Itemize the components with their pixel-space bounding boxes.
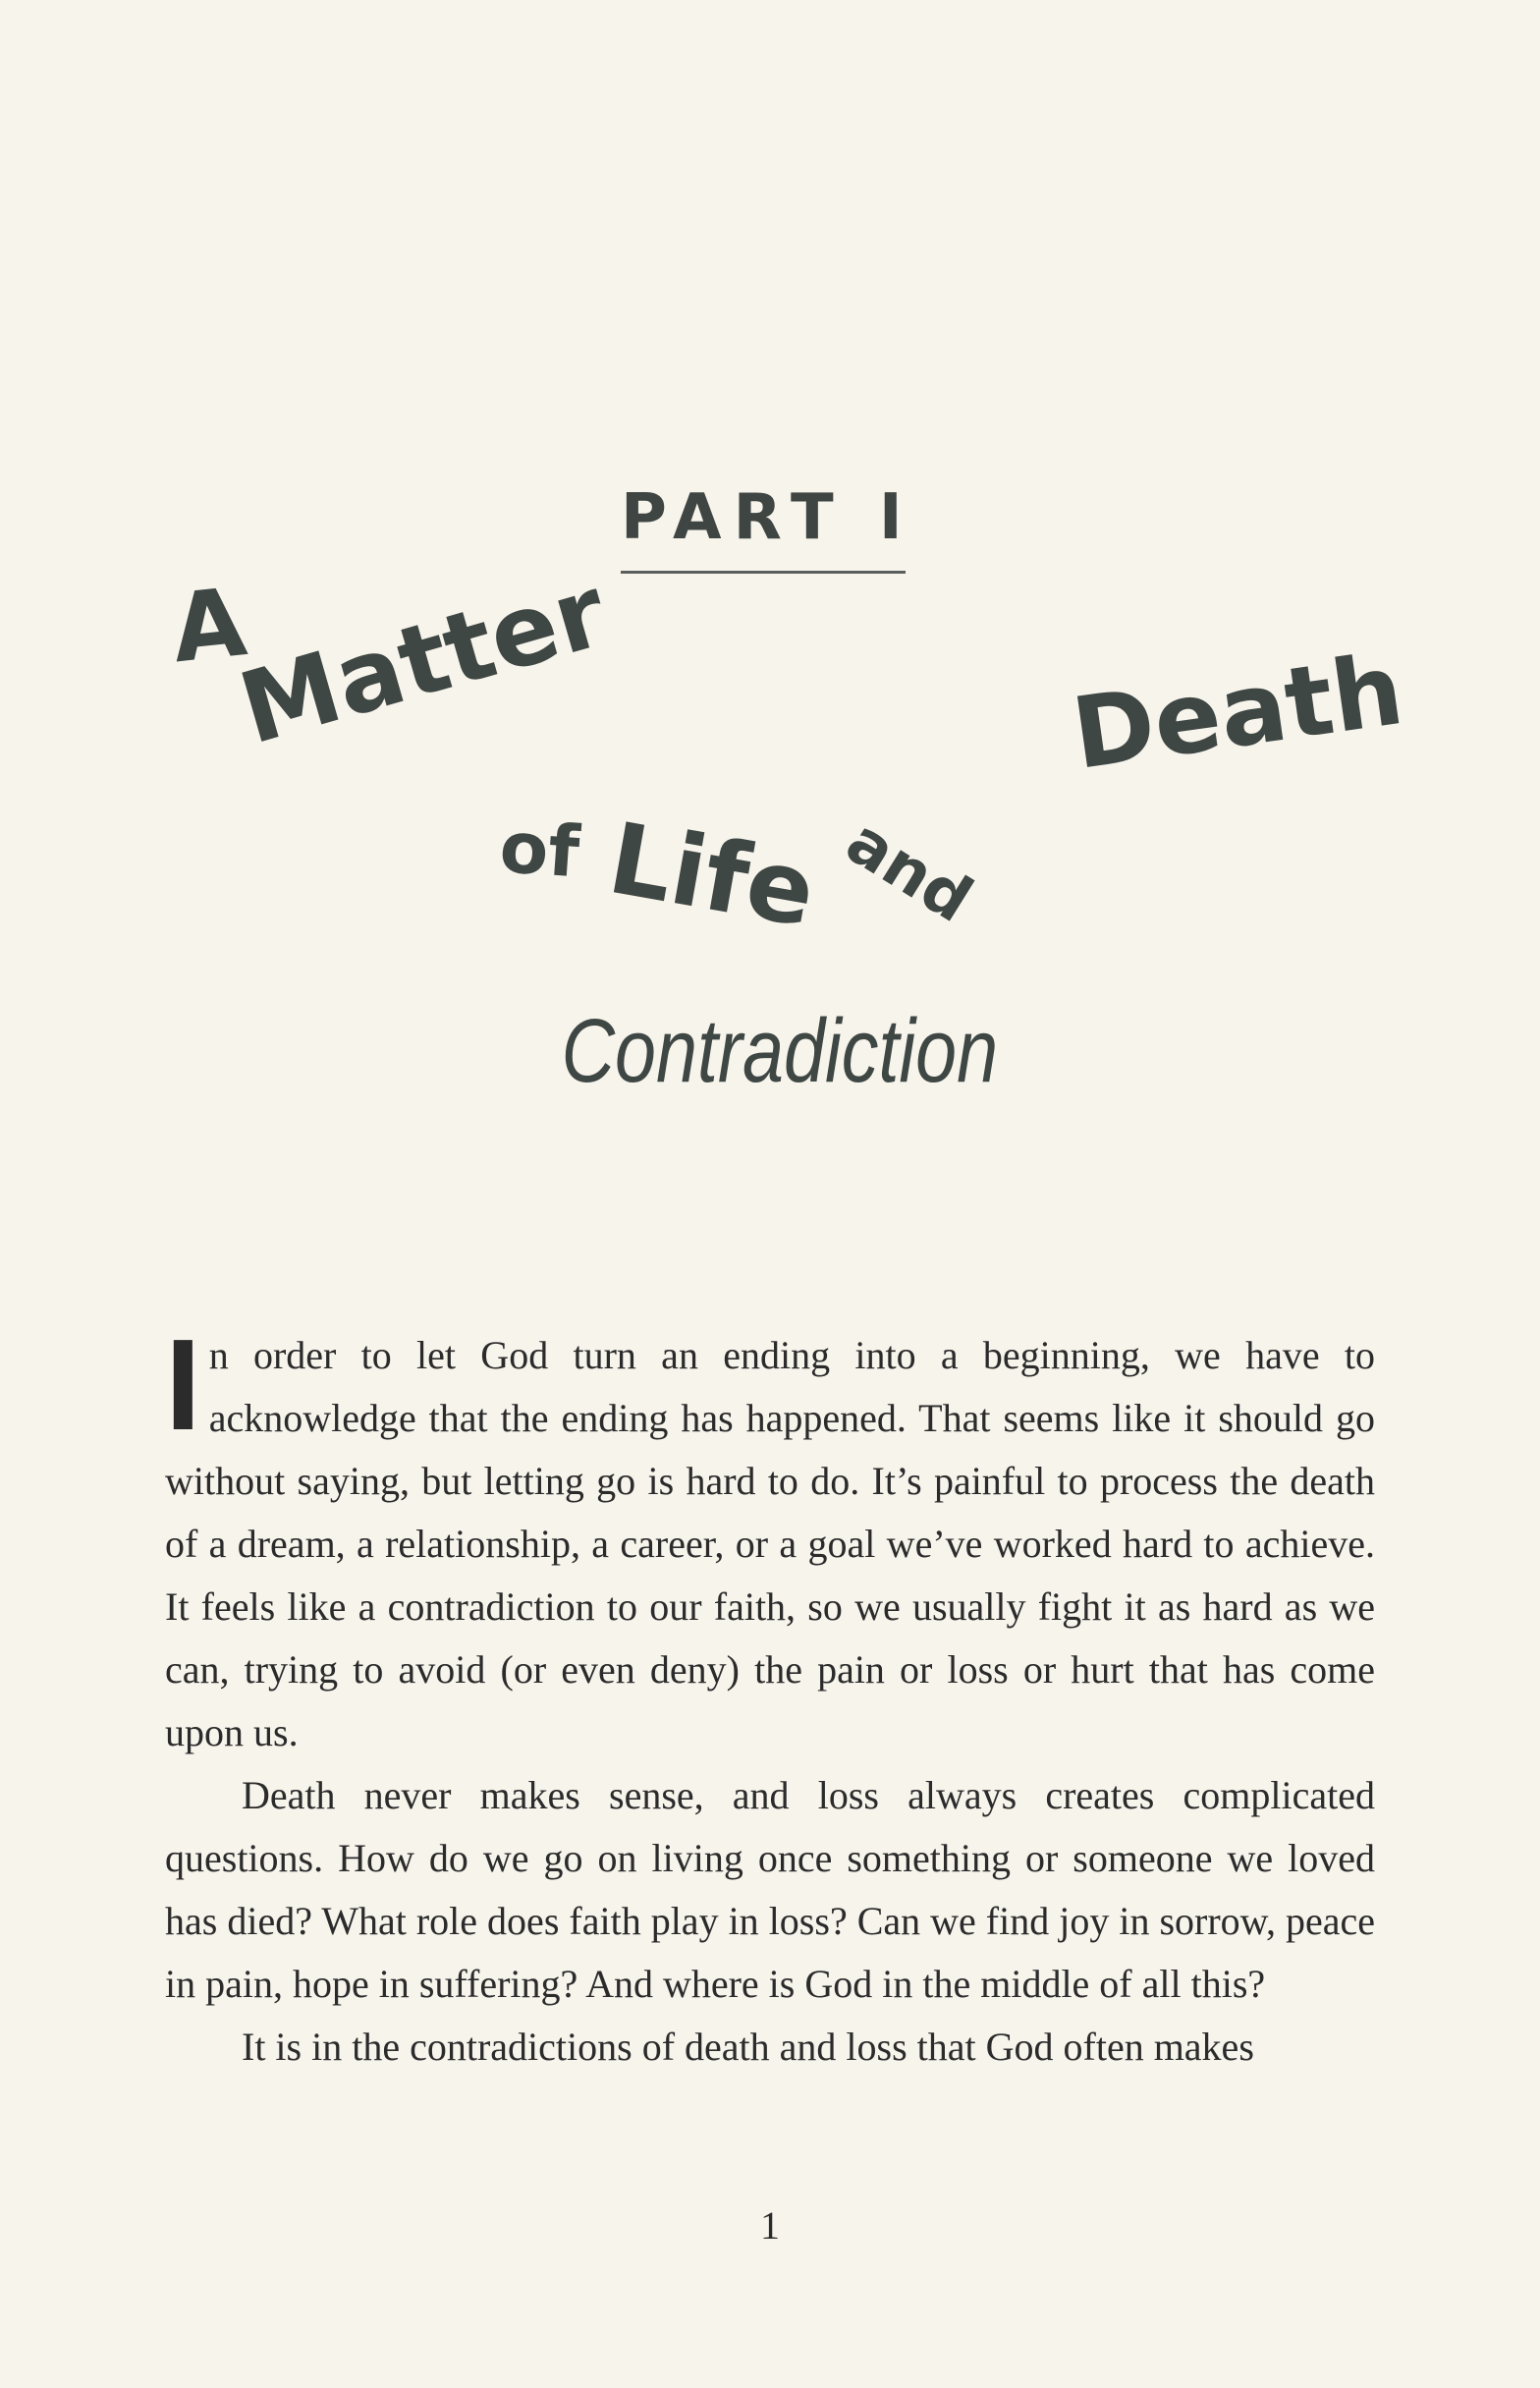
title-word-a: A <box>167 567 251 685</box>
part-underline <box>621 571 906 574</box>
body-text <box>165 1312 1375 2079</box>
paragraph-1 <box>165 1312 1375 1764</box>
drop-cap: I <box>165 1312 201 1457</box>
title-word-life: Life <box>600 801 824 950</box>
title-word-and: and <box>833 805 985 938</box>
title-word-matter: Matter <box>228 553 619 767</box>
page-number: 1 <box>760 2203 780 2248</box>
paragraph-1-text: n order to let God turn an ending into a beginning, we have to acknowledge that the ending has happened. That seems like it should go without saying, but letting go is hard to do. It’s painful to process the death of a dream, a relationship, a career, or a goal we’ve worked hard to achieve. It feels like a contradiction to our faith, so we usually fight it as hard as we can, trying to avoid (or even deny) the pain or loss or hurt that has come upon us. <box>165 1333 1375 1754</box>
paragraph-2: Death never makes sense, and loss always creates complicated questions. How do we go on living once something or someone we loved has died? What role does faith play in loss? Can we find joy in sorrow, peace in pain, hope in suffering? And where is God in the middle of all this? <box>165 1773 1375 2006</box>
title-word-of: of <box>497 805 582 894</box>
paragraph-3: It is in the contradictions of death and loss that God often makes <box>242 2025 1254 2069</box>
chapter-subtitle: Contradiction <box>561 1001 999 1101</box>
part-label: PART I <box>621 481 914 554</box>
title-word-death: Death <box>1066 632 1410 792</box>
